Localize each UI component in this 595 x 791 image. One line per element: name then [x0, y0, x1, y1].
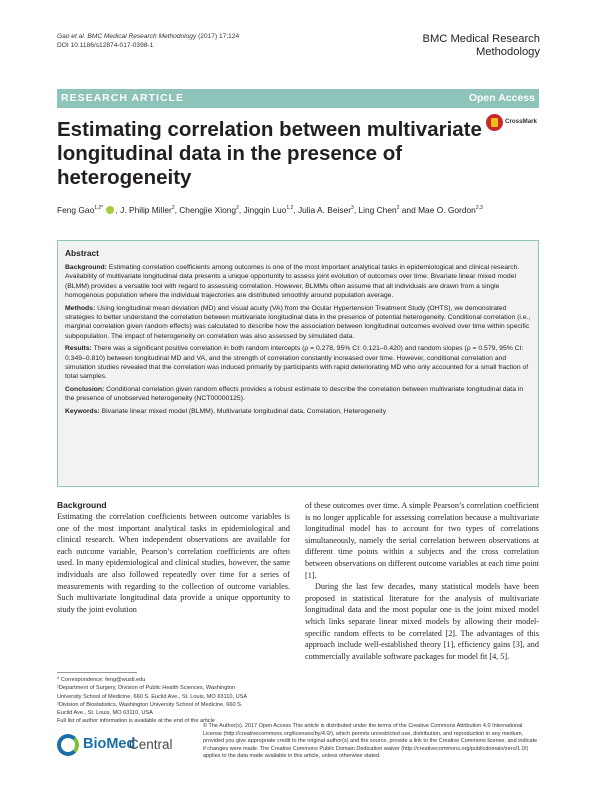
- author-name: Mae O. Gordon: [418, 205, 476, 215]
- abstract-conclusion-text: Conditional correlation given random effects provides a robust estimate to describe the correlation between multivariate longitudinal data in the presence of unobserved heterogeneity (NCT00000125).: [65, 385, 524, 403]
- logo-word-biomed: BioMed: [83, 736, 136, 752]
- body-column-left: [57, 500, 290, 615]
- author-affiliation: 1,2*: [94, 205, 104, 212]
- author-name: Jingqin Luo: [243, 205, 287, 215]
- abstract-results-text: There was a significant positive correlation in both random intercepts (ρ = 0.278, 95% CI: 0.121–0.420) and random slopes (ρ = 0.579, 95% CI: 0.349–0.810) between longitudinal MD and VA, and the strength of correlation constantly increased over time. However, conditional correlation and simulation studies revealed that the correlation was induced primarily by participants with rapid deteriorating MD who only accounted for a small fraction of total samples.: [65, 345, 529, 381]
- orcid-icon[interactable]: [106, 206, 114, 214]
- keywords-text: Bivariate linear mixed model (BLMM), Multivariate longitudinal data, Correlation, Heterogeneity: [99, 407, 387, 415]
- footnote-divider: [57, 672, 137, 673]
- section-heading-background: Background: [57, 500, 107, 510]
- affiliation-line: ¹Department of Surgery, Division of Public Health Sciences, Washington: [57, 685, 236, 692]
- keywords-label: Keywords:: [65, 407, 100, 415]
- abstract-conclusion-label: Conclusion:: [65, 385, 105, 393]
- running-header-citation: [57, 32, 239, 50]
- author-affiliation: 1,2: [286, 205, 294, 212]
- logo-word-central: Central: [129, 737, 173, 752]
- abstract-results: [65, 344, 531, 382]
- author-name: Julia A. Beiser: [297, 205, 352, 215]
- body-paragraph: of these outcomes over time. A simple Pearson’s correlation coefficient is no longer applicable for assessing correlation because a multivariate longitudinal model has to account for two types of correlations simultaneously, namely the serial correlation between observations at different time points within a subjects and the cross correlation between observations on different outcome variables at each time point [1].: [305, 501, 539, 580]
- body-column-right: [305, 500, 539, 662]
- journal-name: [400, 33, 540, 58]
- citation-volume: (2017) 17:124: [196, 33, 240, 40]
- abstract-keywords: [65, 407, 531, 416]
- abstract-results-label: Results:: [65, 345, 92, 353]
- open-access-label: Open Access: [468, 92, 535, 104]
- abstract-background-label: Background:: [65, 264, 107, 271]
- author-info-note: Full list of author information is available at the end of the article: [57, 718, 215, 725]
- citation-journal: Gao et al. BMC Medical Research Methodology: [57, 33, 197, 40]
- abstract-box: [57, 240, 539, 487]
- author-list: Feng Gao$^{1,2*}$ , J. Philip Miller$^2$, Chengjie Xiong$^2$, Jingqin Luo$^{1,2}$, Julia A. Beiser$^3$, Ling Chen$^2$ and Mae O. Gordon$^{2,3}$: [57, 205, 483, 215]
- author-affiliation: 2: [236, 205, 239, 212]
- author-affiliation: 2: [171, 205, 175, 212]
- license-statement: © The Author(s). 2017 Open Access This article is distributed under the terms of the Creative Commons Attribution 4.0 International License (http://creativecommons.org/licenses/by/4.0/), which permits unrestricted use, distribution, and reproduction in any medium, provided you give appropriate credit to the original author(s) and the source, provide a link to the Creative Commons license, and indicate if changes were made. The Creative Commons Public Domain Dedication waiver (http://creativecommons.org/publicdomain/zero/1.0/) applies to the data made available in this article, unless otherwise stated.: [203, 723, 538, 760]
- abstract-methods-text: Using longitudinal mean deviation (MD) and visual acuity (VA) from the Ocular Hypertension Treatment Study (OHTS), we demonstrated strategies to better understand the correlation between multivariate longitudinal data in the presence of potential heterogeneity. Conditional correlation (i.e., marginal correlation given random effects) was calculated to describe how the association between longitudinal outcomes evolved over time within specific subpopulation. The impact of heterogeneity on correlation was also assessed by simulated data.: [65, 304, 531, 340]
- article-type-banner: [57, 89, 539, 108]
- body-paragraph: During the last few decades, many statistical models have been proposed in statistical literature for the analysis of multivariate longitudinal data and the most popular one is the joint mixed model which links separate linear mixed models by allowing their model-specific random effects to be correlated [2]. The advantages of this approach include well-established theory [1], efficiency gains [3], and commercially available software packages for model fit [4, 5].: [305, 582, 539, 661]
- abstract-background-text: Estimating correlation coefficients among outcomes is one of the most important analytical tasks in epidemiological and clinical research. Availability of multivariate longitudinal data presents a unique opportunity to assess joint evolution of outcomes over time. Bivariate linear mixed model (BLMM) provides a versatile tool with regard to assessing correlation. However, BLMMs often assume that all individuals are drawn from a single homogenous population where the individual trajectories are distributed smoothly around population average.: [65, 264, 520, 300]
- article-type: RESEARCH ARTICLE: [61, 92, 184, 104]
- journal-name-line1: BMC Medical Research: [422, 33, 540, 45]
- biomed-central-logo: [57, 734, 187, 758]
- journal-name-line2: Methodology: [475, 45, 540, 58]
- crossmark-icon: [486, 114, 503, 131]
- doi[interactable]: DOI 10.1186/s12874-017-0398-1: [57, 42, 154, 49]
- author-name: J. Philip Miller: [120, 205, 172, 215]
- author-name: Chengjie Xiong: [179, 205, 237, 215]
- author-name: Ling Chen: [358, 205, 397, 215]
- author-affiliation: 2: [396, 205, 400, 212]
- abstract-heading: Abstract: [65, 248, 99, 258]
- author-name: Feng Gao: [57, 205, 95, 215]
- footnotes: [57, 676, 290, 726]
- affiliation-line: University School of Medicine, 660 S. Euclid Ave., St. Louis, MO 63110, USA: [57, 693, 248, 700]
- crossmark-button[interactable]: [486, 112, 546, 136]
- biomed-swirl-icon: [57, 734, 79, 756]
- affiliation-line: Euclid Ave., St. Louis, MO 63110, USA: [57, 710, 153, 717]
- abstract-conclusion: [65, 385, 531, 404]
- crossmark-label: CrossMark: [505, 118, 537, 125]
- abstract-methods: [65, 304, 531, 342]
- author-affiliation: 2,3: [475, 205, 483, 212]
- affiliation-line: ²Division of Biostatistics, Washington University School of Medicine, 660 S.: [57, 701, 243, 708]
- abstract-methods-label: Methods:: [65, 304, 96, 312]
- article-title: Estimating correlation between multivariate longitudinal data in the presence of heterogeneity: [57, 118, 482, 189]
- body-paragraph: Estimating the correlation coefficients between outcome variables is one of the most important analytical tasks in epidemiological and clinical research. When independent observations are available for each outcome variable, Pearson’s correlation coefficients are often used. In many epidemiological and clinical studies, however, the same individuals are also followed repeatedly over time for a series of measurements with regarding to the collection of outcome variables. Such multivariate longitudinal data provide a unique opportunity to study the joint evolution: [57, 512, 290, 614]
- correspondence-note: * Correspondence: feng@wustl.edu: [57, 677, 146, 683]
- author-affiliation: 3: [351, 205, 354, 212]
- abstract-background: [65, 263, 531, 301]
